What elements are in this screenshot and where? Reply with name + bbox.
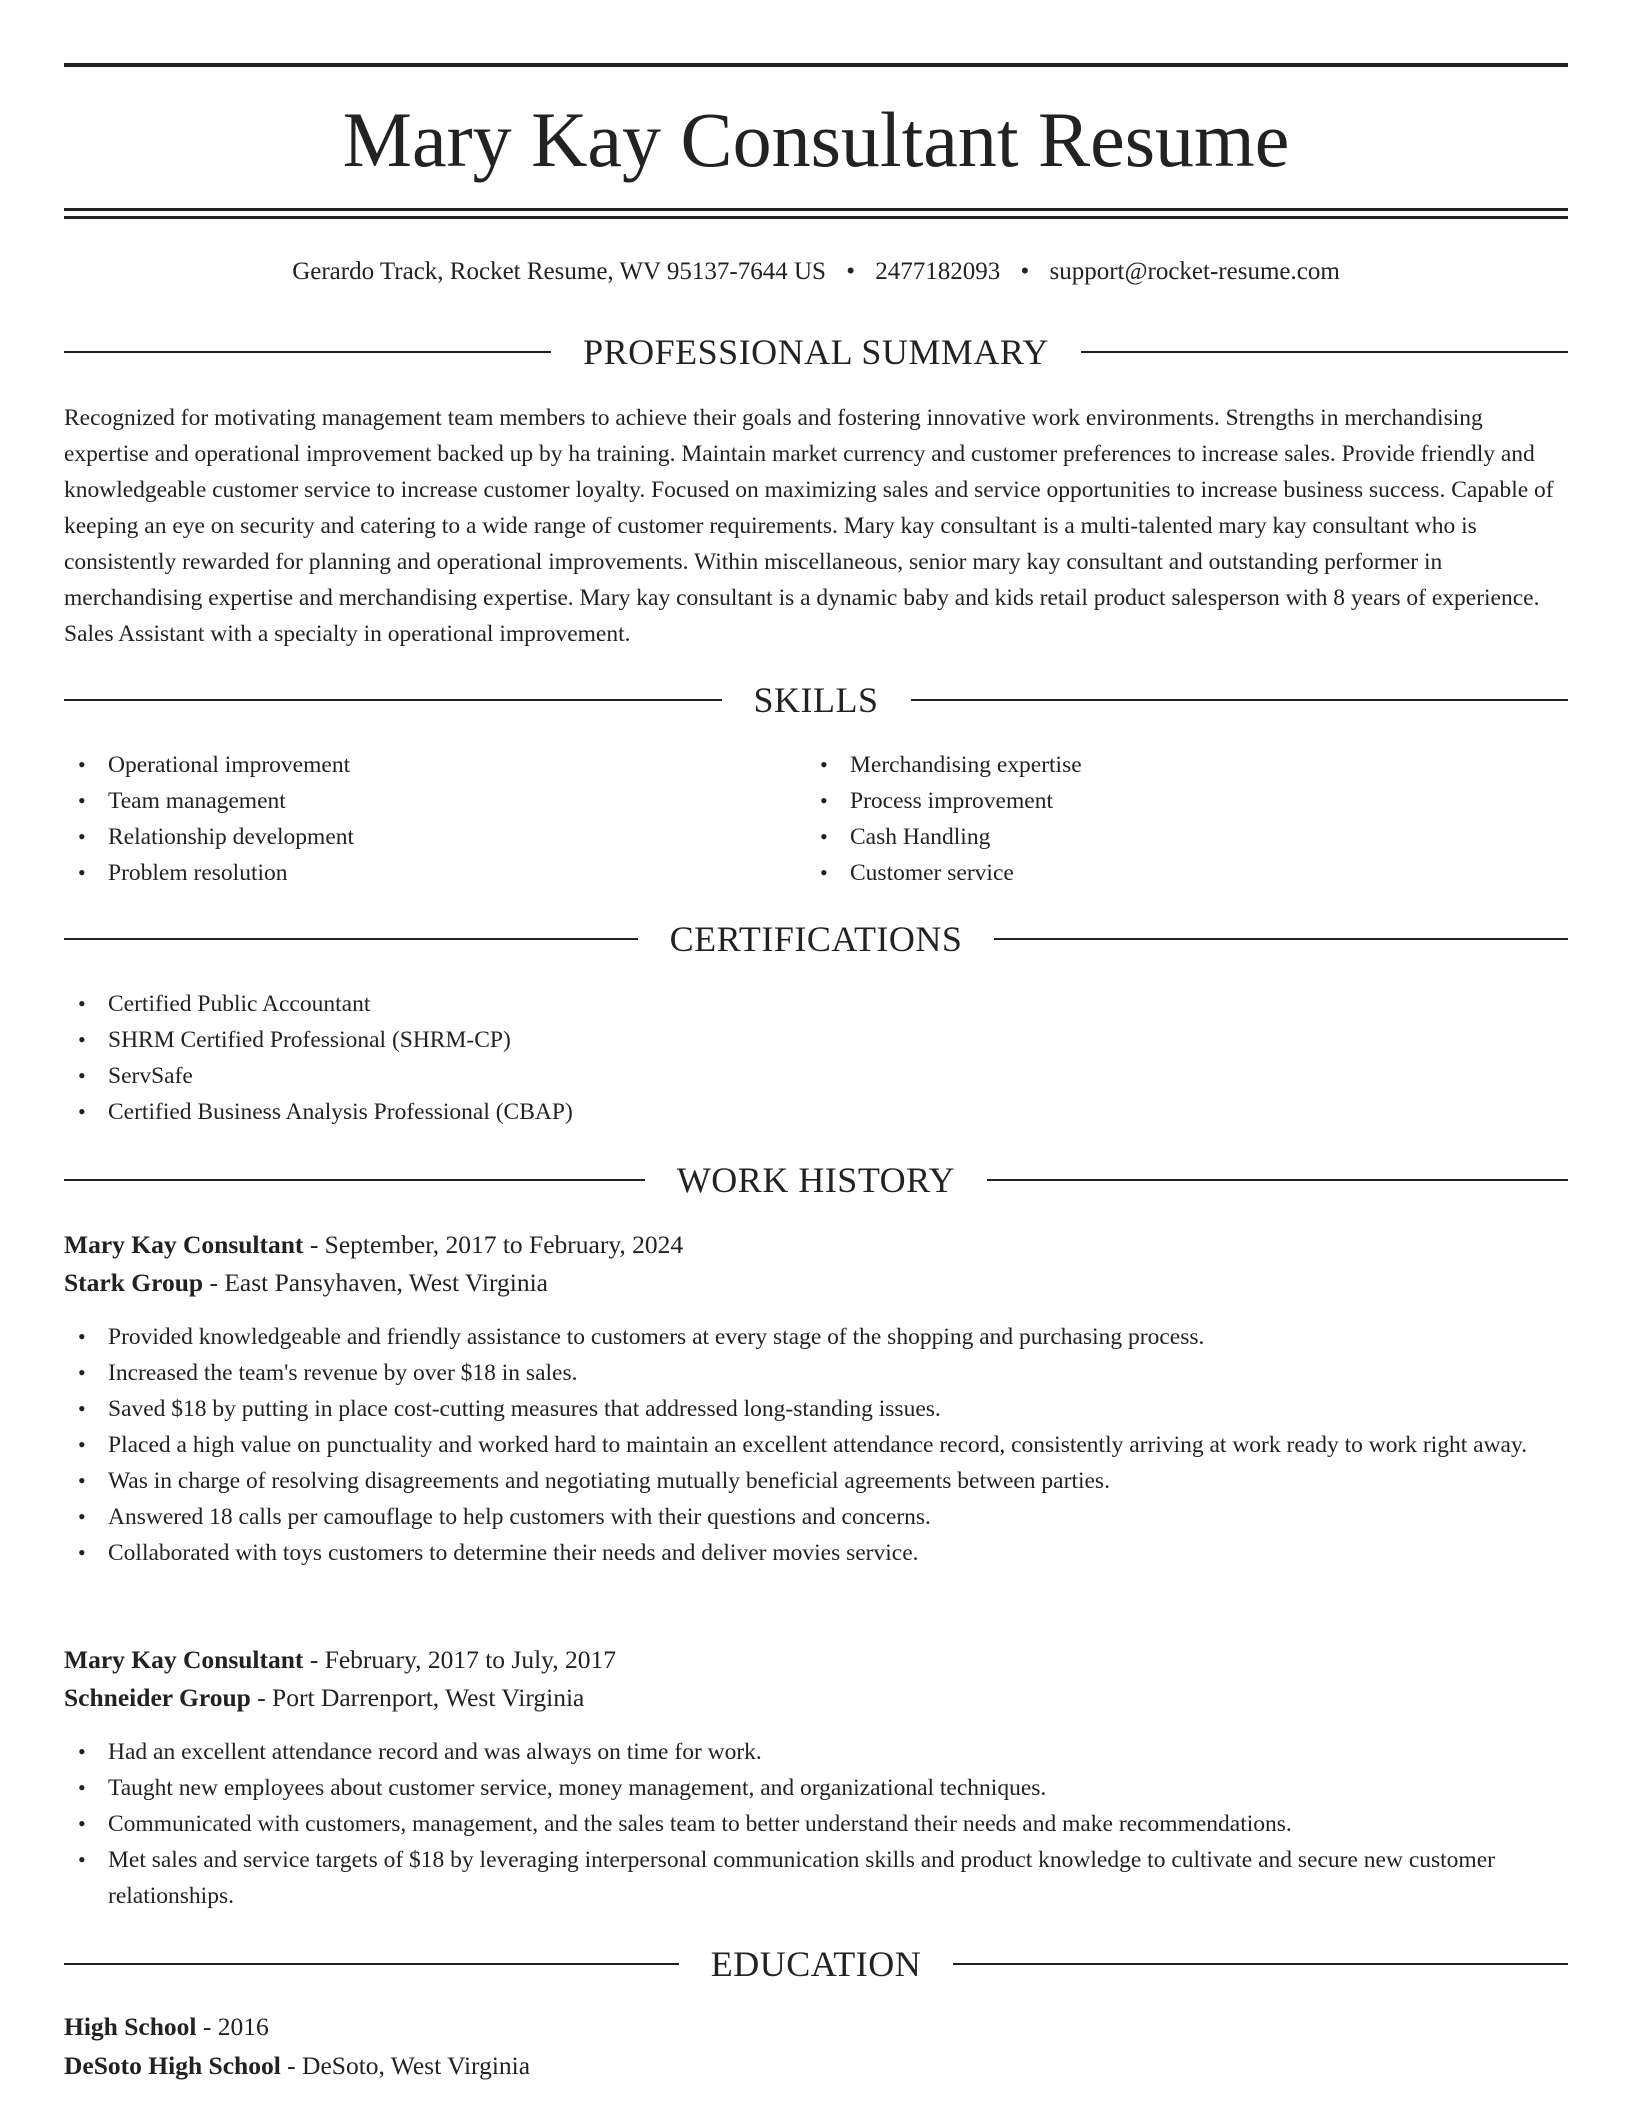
heading-rule (911, 699, 1569, 701)
job-company: Stark Group (64, 1268, 204, 1297)
section-title: EDUCATION (710, 1944, 922, 1984)
job-bullet: • Was in charge of resolving disagreements and negotiating mutually beneficial agreements between parties. (64, 1463, 1568, 1499)
heading-rule (64, 1179, 645, 1181)
title-rule-upper (64, 208, 1568, 211)
resume-title: Mary Kay Consultant Resume (342, 96, 1290, 183)
heading-rule (64, 351, 551, 353)
heading-rule (994, 938, 1568, 940)
job-company-line (64, 1265, 1568, 1301)
heading-rule (64, 1963, 679, 1965)
title-rule-lower (64, 216, 1568, 219)
job-bullet: • Had an excellent attendance record and was always on time for work. (64, 1734, 1568, 1770)
skills-list-left (64, 747, 764, 891)
job-bullets (64, 1319, 1568, 1571)
certification-item: • SHRM Certified Professional (SHRM-CP) (64, 1022, 1064, 1058)
section-heading-skills (64, 678, 1568, 722)
section-heading-certifications (64, 917, 1568, 961)
job-company: Schneider Group (64, 1683, 251, 1712)
heading-rule (953, 1963, 1568, 1965)
job-bullet: • Placed a high value on punctuality and worked hard to maintain an excellent attendance record, consistently arriving at work ready to work right away. (64, 1427, 1568, 1463)
heading-rule (987, 1179, 1568, 1181)
top-rule (64, 63, 1568, 67)
skills-list-right (806, 747, 1506, 891)
skill-item: • Operational improvement (64, 747, 764, 783)
job-location: - East Pansyhaven, West Virginia (203, 1268, 548, 1297)
contact-email: support@rocket-resume.com (1049, 258, 1340, 285)
contact-separator: • (1020, 258, 1030, 285)
certification-item: • ServSafe (64, 1058, 1064, 1094)
contact-line (64, 255, 1568, 289)
certification-item: • Certified Business Analysis Professional (CBAP) (64, 1094, 1064, 1130)
education-degree-line (64, 2009, 1568, 2045)
job-bullet: • Answered 18 calls per camouflage to help customers with their questions and concerns. (64, 1499, 1568, 1535)
skill-item: • Merchandising expertise (806, 747, 1506, 783)
section-title: PROFESSIONAL SUMMARY (583, 332, 1049, 372)
contact-phone: 2477182093 (875, 258, 1001, 285)
education-degree: High School (64, 2012, 197, 2041)
job-bullet: • Saved $18 by putting in place cost-cutting measures that addressed long-standing issues. (64, 1391, 1568, 1427)
skill-item: • Process improvement (806, 783, 1506, 819)
section-title: WORK HISTORY (676, 1160, 956, 1200)
section-heading-education (64, 1942, 1568, 1986)
job-bullet: • Communicated with customers, management, and the sales team to better understand their needs and make recommendations. (64, 1806, 1568, 1842)
job-dates: - February, 2017 to July, 2017 (303, 1645, 617, 1674)
skill-item: • Problem resolution (64, 855, 764, 891)
job-bullet: • Provided knowledgeable and friendly assistance to customers at every stage of the shopping and purchasing process. (64, 1319, 1568, 1355)
job-title-line (64, 1642, 1568, 1678)
job-title: Mary Kay Consultant (64, 1645, 304, 1674)
job-bullet: • Met sales and service targets of $18 by leveraging interpersonal communication skills and product knowledge to cultivate and secure new customer relationships. (64, 1842, 1568, 1914)
job-bullet: • Taught new employees about customer service, money management, and organizational techniques. (64, 1770, 1568, 1806)
job-bullet: • Increased the team's revenue by over $18 in sales. (64, 1355, 1568, 1391)
skill-item: • Customer service (806, 855, 1506, 891)
certification-item: • Certified Public Accountant (64, 986, 1064, 1022)
job-bullet: • Collaborated with toys customers to determine their needs and deliver movies service. (64, 1535, 1568, 1571)
certifications-list (64, 986, 1064, 1130)
section-title: CERTIFICATIONS (669, 919, 963, 959)
education-location: - DeSoto, West Virginia (280, 2051, 531, 2080)
skill-item: • Cash Handling (806, 819, 1506, 855)
job-bullets (64, 1734, 1568, 1914)
education-year: - 2016 (196, 2012, 269, 2041)
job-title: Mary Kay Consultant (64, 1230, 304, 1259)
skill-item: • Relationship development (64, 819, 764, 855)
job-dates: - September, 2017 to February, 2024 (303, 1230, 684, 1259)
job-company-line (64, 1680, 1568, 1716)
skill-item: • Team management (64, 783, 764, 819)
job-title-line (64, 1227, 1568, 1263)
heading-rule (64, 938, 638, 940)
contact-address: Gerardo Track, Rocket Resume, WV 95137-7644 US (292, 258, 826, 285)
education-school: DeSoto High School (64, 2051, 281, 2080)
contact-separator: • (846, 258, 855, 285)
summary-paragraph: Recognized for motivating management team members to achieve their goals and fostering innovative work environments. Strengths in merchandising expertise and operational improvement backed up by ha training. Maintain market currency and customer preferences to increase sales. Provide friendly and knowledgeable customer service to increase customer loyalty. Focused on maximizing sales and service opportunities to increase business success. Capable of keeping an eye on security and catering to a wide range of customer requirements. Mary kay consultant is a multi-talented mary kay consultant who is consistently rewarded for planning and operational improvements. Within miscellaneous, senior mary kay consultant and outstanding performer in merchandising expertise and merchandising expertise. Mary kay consultant is a dynamic baby and kids retail product salesperson with 8 years of experience. Sales Assistant with a specialty in operational improvement. (64, 405, 1554, 647)
section-heading-work-history (64, 1158, 1568, 1202)
heading-rule (64, 699, 722, 701)
heading-rule (1081, 351, 1568, 353)
job-location: - Port Darrenport, West Virginia (250, 1683, 585, 1712)
section-title: SKILLS (753, 680, 879, 720)
section-heading-summary (64, 330, 1568, 374)
education-school-line (64, 2048, 1568, 2084)
